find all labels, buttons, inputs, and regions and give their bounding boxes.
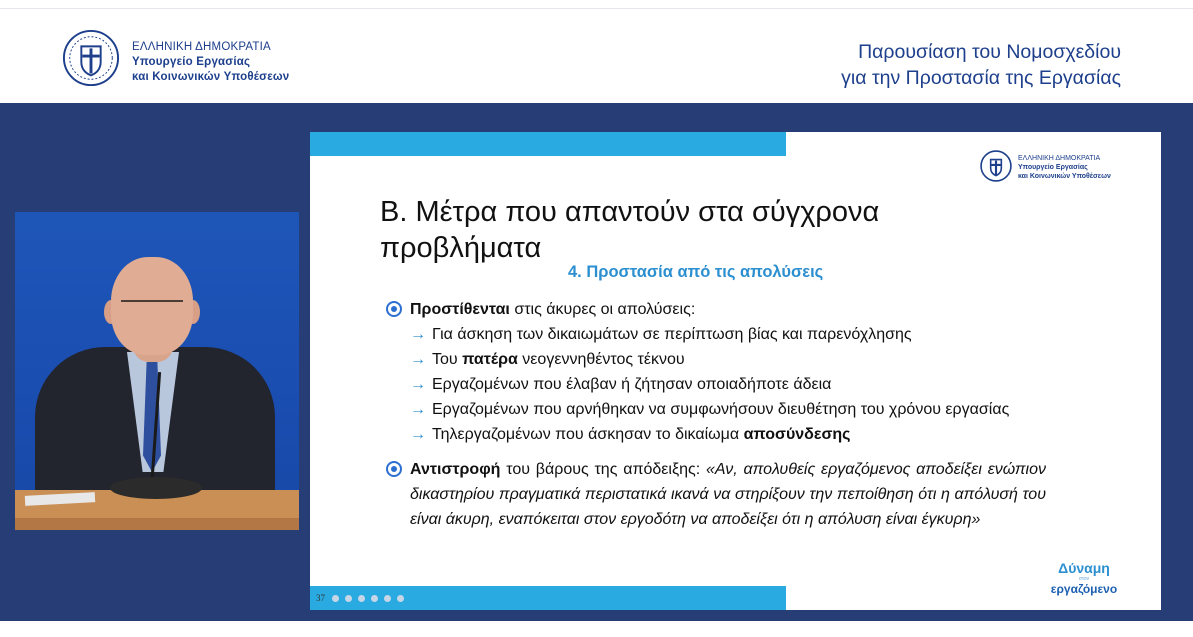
greek-emblem-icon: [62, 29, 120, 87]
sub-item: [410, 397, 1046, 422]
sub-item: [410, 347, 1046, 372]
toolbar-dot[interactable]: [332, 595, 339, 602]
speaker-glasses: [121, 300, 183, 312]
slide-subheading: 4. Προστασία από τις απολύσεις: [568, 263, 824, 281]
sub-item: [410, 422, 1046, 447]
sub-item: [410, 372, 1046, 397]
gov-line-1: ΕΛΛΗΝΙΚΗ ΔΗΜΟΚΡΑΤΙΑ: [132, 41, 271, 53]
arrow-right-icon: →: [410, 376, 426, 393]
bottom-strip: [0, 621, 1193, 637]
sub-item: [410, 322, 1046, 347]
title-line-1: Παρουσίαση του Νομοσχεδίου: [858, 41, 1121, 63]
brand-line-3: εργαζόμενο: [1050, 582, 1118, 596]
brand-line-1: Δύναμη: [1058, 560, 1110, 576]
slide-gov-line-1: ΕΛΛΗΝΙΚΗ ΔΗΜΟΚΡΑΤΙΑ: [1018, 155, 1101, 162]
gov-line-2: Υπουργείο Εργασίας: [132, 56, 251, 68]
bullet-text: του βάρους της απόδειξης:: [500, 461, 707, 478]
toolbar-dot[interactable]: [397, 595, 404, 602]
slide-toolbar[interactable]: [332, 595, 404, 602]
government-title: [132, 40, 289, 85]
slide-government-title: [1018, 154, 1111, 181]
sub-list: [410, 322, 1046, 447]
speaker-video: [15, 212, 299, 530]
toolbar-dot[interactable]: [371, 595, 378, 602]
arrow-right-icon: →: [410, 326, 426, 343]
radio-bullet-icon: [386, 461, 402, 477]
sub-item-text: Εργαζομένων που αρνήθηκαν να συμφωνήσουν διευθέτηση του χρόνου εργασίας: [432, 401, 1010, 418]
sub-item-bold: αποσύνδεσης: [743, 426, 851, 443]
brand-line-2: στον: [1078, 576, 1090, 582]
bullet-quote: «Αν, απολυθείς εργαζόμενος αποδείξει ενώπιον δικαστηρίου πραγματικά περιστατικά ικανά να στηρίξουν την πεποίθηση ότι η απόλυσή του είναι άκυρη, εναπόκειται στον εργοδότη να αποδείξει ότι η απόλυση είναι έγκυρη»: [410, 461, 1047, 528]
slide-page-number: 37: [316, 593, 325, 603]
slide-content: [386, 297, 1046, 532]
arrow-right-icon: →: [410, 351, 426, 368]
slide-heading: Β. Μέτρα που απαντούν στα σύγχρονα προβλήματα: [380, 196, 880, 264]
bullet-bold: Προστίθενται: [410, 301, 510, 318]
toolbar-dot[interactable]: [358, 595, 365, 602]
header-bar: [0, 8, 1193, 103]
arrow-right-icon: →: [410, 426, 426, 443]
presentation-title: [841, 39, 1121, 91]
bullet-item: [386, 297, 1046, 322]
podium-front: [15, 518, 299, 530]
greek-emblem-icon: [980, 150, 1012, 182]
slide-accent-top: [310, 132, 786, 156]
slide: [310, 132, 1161, 610]
bullet-item: [386, 457, 1046, 532]
sub-item-text: Εργαζομένων που έλαβαν ή ζήτησαν οποιαδήποτε άδεια: [432, 376, 832, 393]
campaign-logo: [1043, 560, 1125, 596]
bullet-text: στις άκυρες οι απολύσεις:: [509, 301, 696, 318]
microphone-base: [110, 477, 202, 499]
sub-item-text: Τηλεργαζομένων που άσκησαν το δικαίωμα: [432, 426, 744, 443]
sub-item-text: νεογεννηθέντος τέκνου: [517, 351, 685, 368]
title-line-2: για την Προστασία της Εργασίας: [841, 67, 1121, 89]
radio-bullet-icon: [386, 301, 402, 317]
sub-item-text: Για άσκηση των δικαιωμάτων σε περίπτωση βίας και παρενόχλησης: [432, 326, 912, 343]
slide-gov-line-3: και Κοινωνικών Υποθέσεων: [1018, 173, 1111, 180]
toolbar-dot[interactable]: [345, 595, 352, 602]
bullet-bold: Αντιστροφή: [410, 461, 501, 478]
arrow-right-icon: →: [410, 401, 426, 418]
toolbar-dot[interactable]: [384, 595, 391, 602]
slide-gov-line-2: Υπουργείο Εργασίας: [1018, 164, 1088, 171]
sub-item-text: Του: [432, 351, 463, 368]
gov-line-3: και Κοινωνικών Υποθέσεων: [132, 71, 290, 83]
sub-item-bold: πατέρα: [462, 351, 518, 368]
